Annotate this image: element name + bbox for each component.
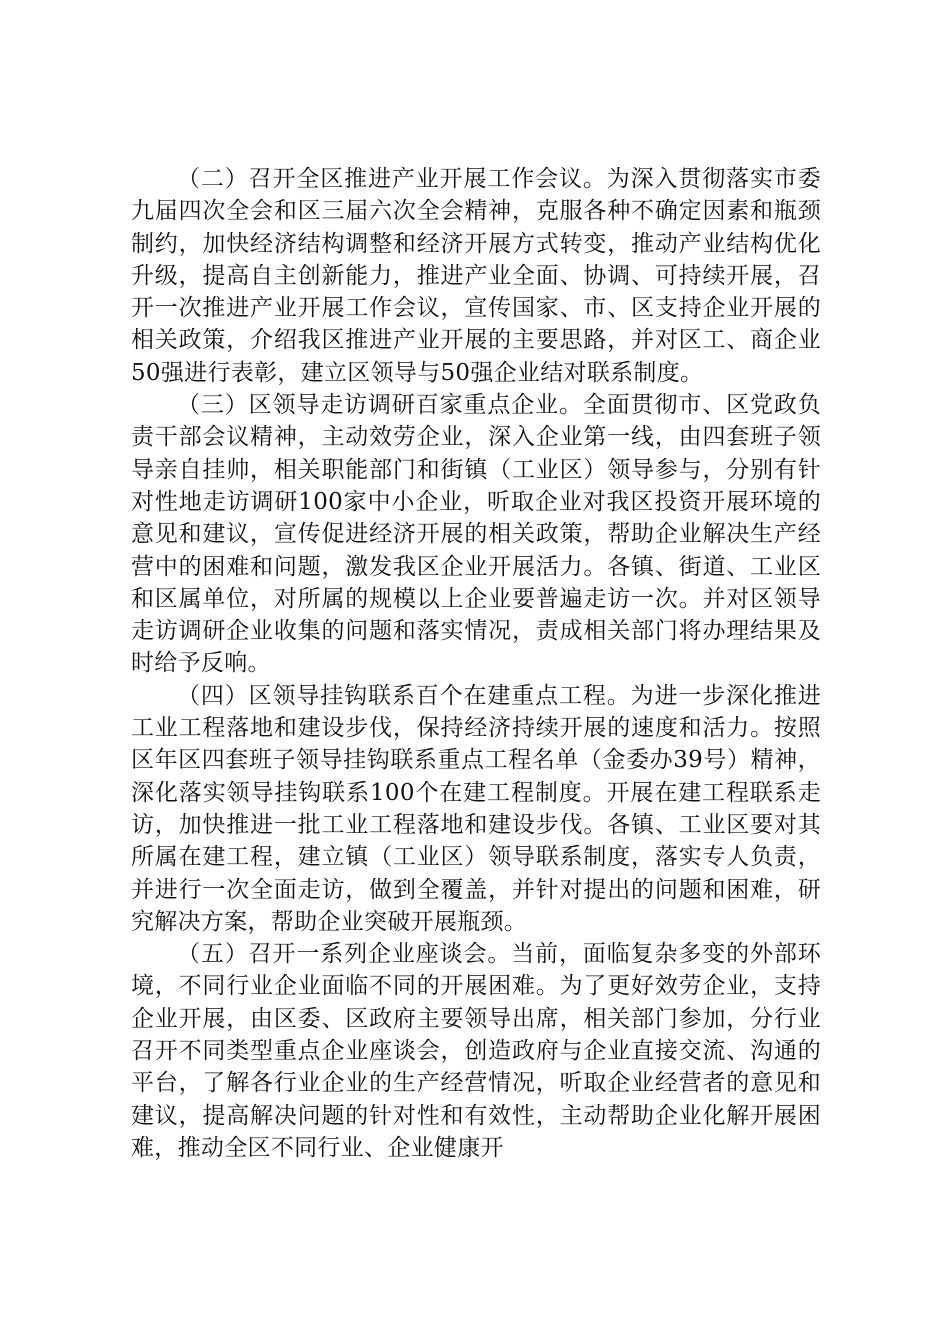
document-body <box>131 163 821 1164</box>
paragraph-2: （二）召开全区推进产业开展工作会议。为深入贯彻落实市委九届四次全会和区三届六次全会精神，克服各种不确定因素和瓶颈制约，加快经济结构调整和经济开展方式转变，推动产业结构优化升级，提高自主创新能力，推进产业全面、协调、可持续开展，召开一次推进产业开展工作会议，宣传国家、市、区支持企业开展的相关政策，介绍我区推进产业开展的主要思路，并对区工、商企业50强进行表彰，建立区领导与50强企业结对联系制度。 <box>131 166 821 386</box>
paragraph-4: （四）区领导挂钩联系百个在建重点工程。为进一步深化推进工业工程落地和建设步伐，保持经济持续开展的速度和活力。按照区年区四套班子领导挂钩联系重点工程名单（金委办39号）精神，深化落实领导挂钩联系100个在建工程制度。开展在建工程联系走访，加快推进一批工业工程落地和建设步伐。各镇、工业区要对其所属在建工程，建立镇（工业区）领导联系制度，落实专人负责，并进行一次全面走访，做到全覆盖，并针对提出的问题和困难，研究解决方案，帮助企业突破开展瓶颈。 <box>131 682 821 935</box>
paragraph-3: （三）区领导走访调研百家重点企业。全面贯彻市、区党政负责干部会议精神，主动效劳企业，深入企业第一线，由四套班子领导亲自挂帅，相关职能部门和街镇（工业区）领导参与，分别有针对性地走访调研100家中小企业，听取企业对我区投资开展环境的意见和建议，宣传促进经济开展的相关政策，帮助企业解决生产经营中的困难和问题，激发我区企业开展活力。各镇、街道、工业区和区属单位，对所属的规模以上企业要普遍走访一次。并对区领导走访调研企业收集的问题和落实情况，责成相关部门将办理结果及时给予反响。 <box>131 392 821 677</box>
paragraph-5: （五）召开一系列企业座谈会。当前，面临复杂多变的外部环境，不同行业企业面临不同的开展困难。为了更好效劳企业，支持企业开展，由区委、区政府主要领导出席，相关部门参加，分行业召开不同类型重点企业座谈会，创造政府与企业直接交流、沟通的平台，了解各行业企业的生产经营情况，听取企业经营者的意见和建议，提高解决问题的针对性和有效性，主动帮助企业化解开展困难，推动全区不同行业、企业健康开 <box>131 941 821 1161</box>
